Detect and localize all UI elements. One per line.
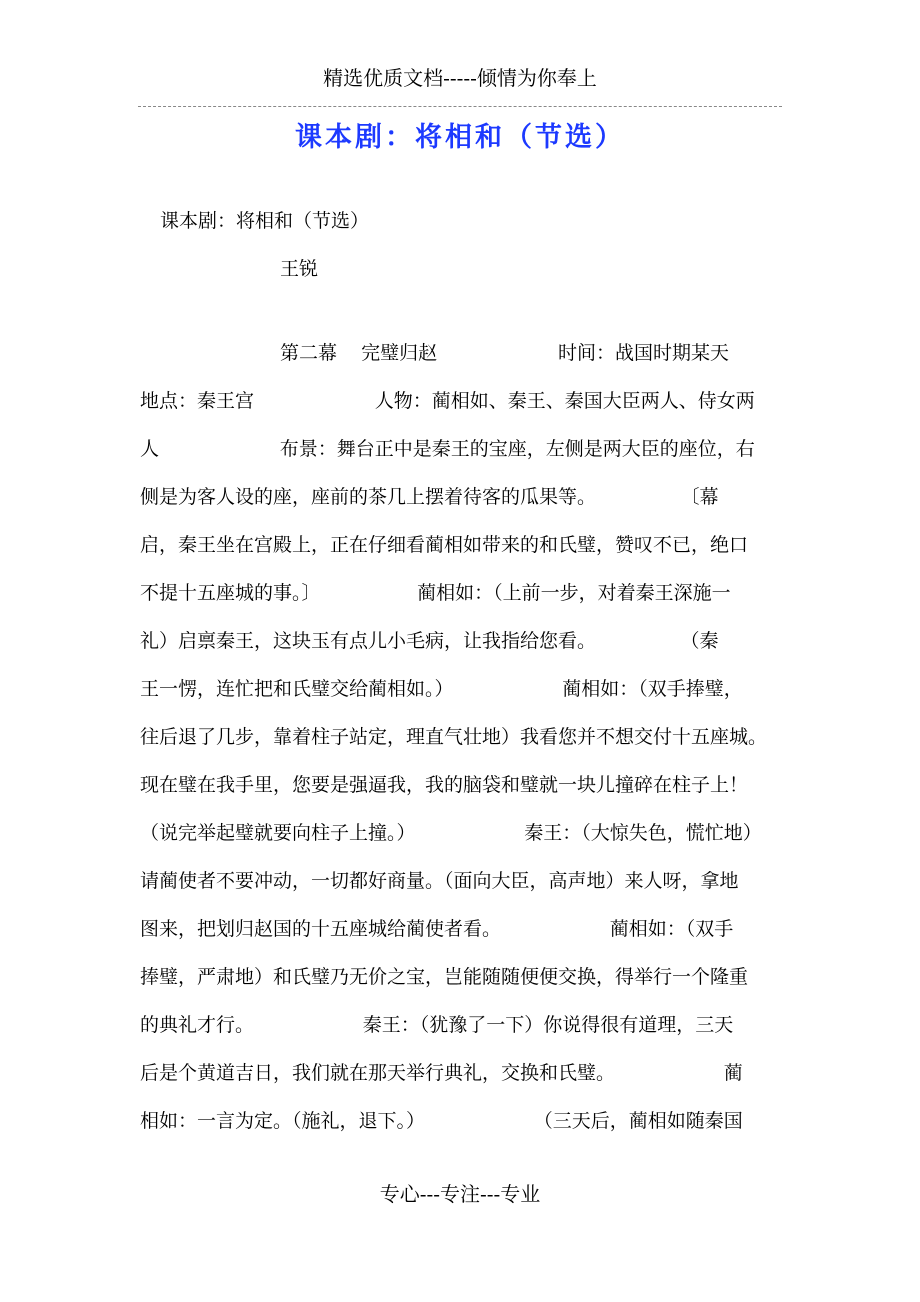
author: 王锐 [280,258,319,280]
page-footer: 专心---专注---专业 [379,1182,541,1206]
document-title: 课本剧：将相和（节选） [295,122,625,153]
body-line: （说完举起璧就要向柱子上撞。） 秦王：（大惊失色，慌忙地） [140,822,762,844]
page-header: 精选优质文档-----倾情为你奉上 [323,66,597,90]
subtitle: 课本剧：将相和（节选） [160,210,370,232]
body-line: 不提十五座城的事。〕 蔺相如：（上前一步，对着秦王深施一 [140,582,731,604]
body-line: 侧是为客人设的座，座前的茶几上摆着待客的瓜果等。 〔幕 [140,486,719,508]
body-line: 请蔺使者不要冲动，一切都好商量。（面向大臣，高声地）来人呀，拿地 [140,870,739,892]
body-line: 第二幕 完璧归赵 时间：战国时期某天 [280,342,729,364]
body-line: 人 布景：舞台正中是秦王的宝座，左侧是两大臣的座位，右 [140,438,755,460]
body-line: 图来，把划归赵国的十五座城给蔺使者看。 蔺相如：（双手 [140,918,734,940]
body-line: 地点：秦王宫 人物：蔺相如、秦王、秦国大臣两人、侍女两 [140,390,755,412]
body-line: 后是个黄道吉日，我们就在那天举行典礼，交换和氏璧。 蔺 [140,1062,743,1084]
body-line: 往后退了几步，靠着柱子站定，理直气壮地）我看您并不想交付十五座城。 [140,726,768,748]
body-line: 的典礼才行。 秦王：（犹豫了一下）你说得很有道理，三天 [140,1014,734,1036]
body-line: 捧璧，严肃地）和氏璧乃无价之宝，岂能随随便便交换，得举行一个隆重 [140,966,749,988]
body-line: 现在璧在我手里，您要是强逼我，我的脑袋和璧就一块儿撞碎在柱子上！ [140,774,749,796]
body-line: 礼）启禀秦王，这块玉有点儿小毛病，让我指给您看。 （秦 [140,630,719,652]
body-line: 王一愣，连忙把和氏璧交给蔺相如。） 蔺相如：（双手捧璧， [140,678,743,700]
header-divider [138,106,782,107]
body-line: 相如：一言为定。（施礼，退下。） （三天后，蔺相如随秦国 [140,1110,743,1132]
body-line: 启，秦王坐在宫殿上，正在仔细看蔺相如带来的和氏璧，赞叹不已，绝口 [140,534,749,556]
